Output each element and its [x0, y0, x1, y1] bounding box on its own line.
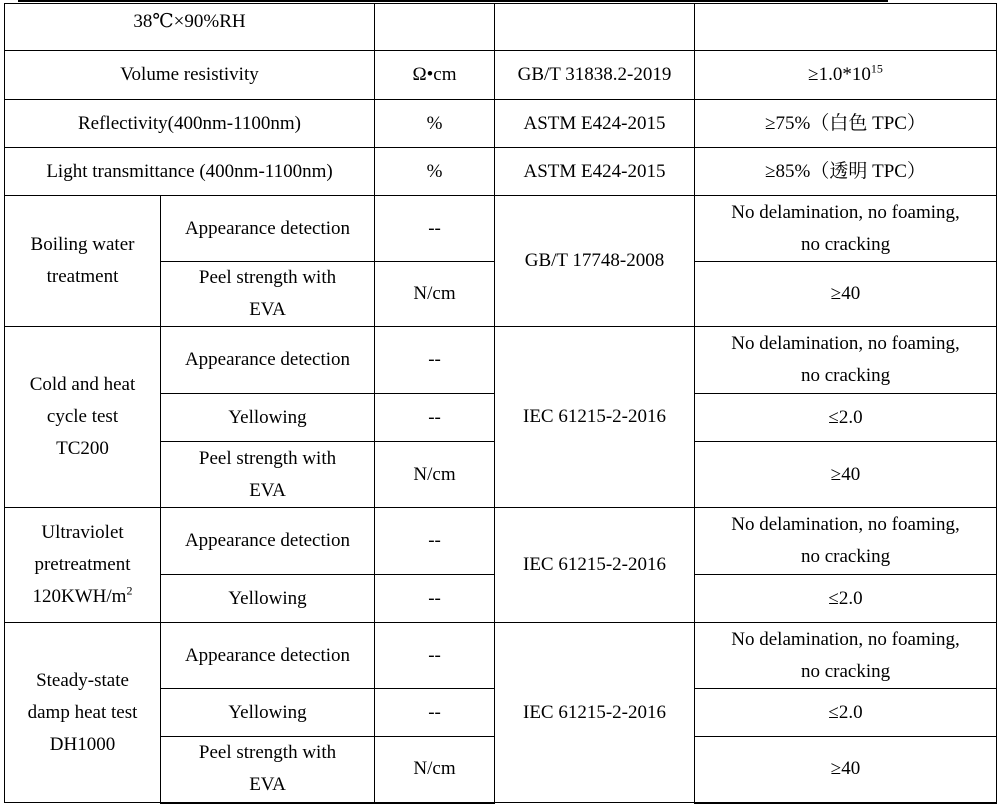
unit-cell: --: [375, 508, 495, 575]
item-cell: Appearance detection: [161, 623, 375, 689]
property-cell: Light transmittance (400nm-1100nm): [5, 148, 375, 196]
unit-cell: %: [375, 100, 495, 148]
item-line: Peel strength with: [198, 267, 337, 288]
group-label-line: cycle test: [46, 406, 119, 427]
unit-cell: --: [375, 196, 495, 262]
group-cell-tc: [5, 327, 161, 508]
requirement-cell: [695, 196, 997, 262]
requirement-cell: [695, 327, 997, 394]
item-cell: Yellowing: [161, 575, 375, 623]
requirement-cell: [695, 4, 997, 51]
requirement-line: no cracking: [800, 546, 891, 567]
group-label-superscript: 2: [126, 583, 133, 598]
group-label-line: Cold and heat: [29, 374, 136, 395]
item-line: Peel strength with: [198, 447, 337, 469]
requirement-cell: [695, 51, 997, 100]
item-line: EVA: [249, 479, 286, 501]
item-cell: Appearance detection: [161, 196, 375, 262]
requirement-exponent: 15: [870, 61, 883, 76]
group-cell-uv: [5, 508, 161, 623]
group-label-line: pretreatment: [34, 554, 131, 575]
group-label-line: TC200: [56, 438, 109, 459]
spec-table: [4, 3, 997, 804]
item-cell: [161, 737, 375, 803]
requirement-line: No delamination, no foaming,: [731, 628, 960, 650]
requirement-cell: ≥40: [695, 737, 997, 803]
group-cell-boiling: [5, 196, 161, 327]
requirement-line: No delamination, no foaming,: [731, 514, 960, 535]
unit-cell: --: [375, 575, 495, 623]
requirement-cell: [695, 508, 997, 575]
group-label-line: DH1000: [49, 733, 116, 755]
requirement-line: No delamination, no foaming,: [731, 333, 960, 354]
property-cell: Reflectivity(400nm-1100nm): [5, 100, 375, 148]
unit-cell: --: [375, 327, 495, 394]
group-label-line: treatment: [46, 266, 119, 287]
requirement-line: no cracking: [800, 233, 891, 255]
requirement-line: no cracking: [800, 660, 891, 682]
property-cell: Volume resistivity: [5, 51, 375, 100]
requirement-cell: ≥75%（白色 TPC）: [695, 100, 997, 148]
table-row: [5, 4, 997, 51]
requirement-cell: ≥85%（透明 TPC）: [695, 148, 997, 196]
table-row: [5, 327, 997, 394]
requirement-cell: ≤2.0: [695, 575, 997, 623]
standard-cell: [495, 4, 695, 51]
group-label-line: Boiling water: [30, 234, 135, 255]
condition-text: 38℃×90%RH: [133, 11, 246, 32]
group-label-line: 120KWH/m: [32, 586, 127, 607]
standard-cell: ASTM E424-2015: [495, 148, 695, 196]
requirement-cell: ≤2.0: [695, 394, 997, 442]
standard-cell: GB/T 31838.2-2019: [495, 51, 695, 100]
standard-cell: IEC 61215-2-2016: [495, 623, 695, 803]
unit-cell: N/cm: [375, 262, 495, 327]
item-line: EVA: [249, 299, 286, 320]
table-row: [5, 508, 997, 575]
condition-cell: [5, 4, 375, 51]
requirement-base: ≥1.0*10: [808, 64, 871, 85]
group-label-line: Steady-state: [36, 669, 129, 691]
unit-cell: [375, 4, 495, 51]
standard-cell: ASTM E424-2015: [495, 100, 695, 148]
requirement-line: no cracking: [800, 365, 891, 386]
group-cell-dh: [5, 623, 161, 803]
item-cell: [161, 262, 375, 327]
standard-cell: IEC 61215-2-2016: [495, 327, 695, 508]
table-row: [5, 51, 997, 100]
requirement-cell: ≥40: [695, 442, 997, 508]
standard-cell: IEC 61215-2-2016: [495, 508, 695, 623]
item-cell: Yellowing: [161, 394, 375, 442]
unit-cell: --: [375, 689, 495, 737]
unit-cell: Ω•cm: [375, 51, 495, 100]
item-line: EVA: [249, 774, 286, 796]
table-row: [5, 623, 997, 689]
requirement-line: No delamination, no foaming,: [731, 201, 960, 223]
standard-cell: GB/T 17748-2008: [495, 196, 695, 327]
item-cell: [161, 442, 375, 508]
unit-cell: --: [375, 623, 495, 689]
top-rule: [18, 0, 888, 2]
table-row: [5, 196, 997, 262]
unit-cell: %: [375, 148, 495, 196]
requirement-cell: ≥40: [695, 262, 997, 327]
requirement-cell: ≤2.0: [695, 689, 997, 737]
table-row: [5, 100, 997, 148]
item-cell: Appearance detection: [161, 508, 375, 575]
item-line: Peel strength with: [198, 742, 337, 764]
group-label-line: Ultraviolet: [41, 522, 124, 543]
item-cell: Yellowing: [161, 689, 375, 737]
unit-cell: --: [375, 394, 495, 442]
item-cell: Appearance detection: [161, 327, 375, 394]
requirement-cell: [695, 623, 997, 689]
group-label-line: damp heat test: [27, 701, 138, 723]
unit-cell: N/cm: [375, 737, 495, 803]
table-row: [5, 148, 997, 196]
unit-cell: N/cm: [375, 442, 495, 508]
